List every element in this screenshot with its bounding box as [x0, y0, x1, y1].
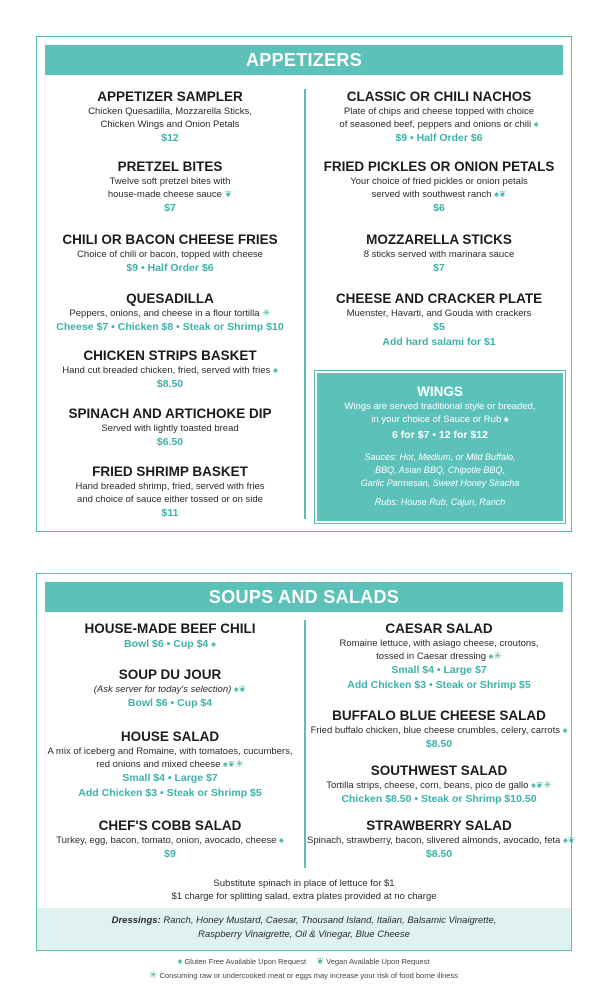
legend-gluten-free: Gluten Free Available Upon Request — [184, 957, 307, 966]
wheat-icon: ♠ — [562, 725, 568, 735]
item-price: $12 — [161, 132, 179, 144]
wings-sauces: BBQ, Asian BBQ, Chipotle BBQ, — [375, 465, 505, 475]
item-name: SOUTHWEST SALAD — [370, 763, 508, 778]
item-desc: Peppers, onions, and cheese in a flour tortilla — [69, 308, 260, 319]
menu-item-southwest-salad — [307, 762, 571, 807]
item-price: $8.50 — [425, 848, 453, 860]
item-desc: Fried buffalo chicken, blue cheese crumbles, celery, carrots — [310, 725, 560, 736]
item-name: FRIED PICKLES OR ONION PETALS — [323, 159, 555, 174]
item-desc: Muenster, Havarti, and Gouda with crackers — [346, 308, 532, 319]
item-name: APPETIZER SAMPLER — [97, 89, 243, 104]
menu-item-buffalo-blue-cheese-salad — [307, 707, 571, 752]
item-price: Small $4 • Large $7 — [122, 772, 218, 784]
asterisk-icon: ✳ — [493, 651, 502, 662]
salad-note: $1 charge for splitting salad, extra plates provided at no charge — [171, 891, 437, 902]
dressings-list: Ranch, Honey Mustard, Caesar, Thousand Island, Italian, Balsamic Vinaigrette, — [163, 915, 497, 926]
menu-item-spinach-dip — [37, 405, 303, 450]
item-name: HOUSE SALAD — [120, 729, 220, 744]
item-price: $7 — [164, 202, 176, 214]
item-desc: Your choice of fried pickles or onion petals — [350, 176, 528, 187]
item-name: WINGS — [417, 384, 463, 399]
soups-salads-banner: SOUPS AND SALADS — [45, 582, 563, 612]
item-name: CAESAR SALAD — [385, 621, 493, 636]
item-name: CHEF'S COBB SALAD — [98, 818, 242, 833]
legend-vegan: Vegan Available Upon Request — [326, 957, 430, 966]
item-desc: served with southwest ranch — [371, 189, 492, 200]
item-desc: tossed in Caesar dressing — [376, 651, 487, 662]
menu-item-cobb-salad — [37, 817, 303, 862]
item-price: $8.50 — [425, 738, 453, 750]
item-price: $6 — [433, 202, 445, 214]
menu-item-soup-du-jour — [37, 666, 303, 711]
wheat-icon: ♠ — [503, 414, 509, 424]
leaf-icon: ❦ — [316, 956, 325, 966]
menu-item-strawberry-salad — [307, 817, 576, 862]
item-name: CHEESE AND CRACKER PLATE — [335, 291, 543, 306]
item-desc: of seasoned beef, peppers and onions or chili — [339, 119, 532, 130]
asterisk-icon: ✳ — [262, 308, 271, 319]
item-desc: A mix of iceberg and Romaine, with tomatoes, cucumbers, — [47, 746, 293, 757]
consumer-warning — [0, 970, 607, 981]
item-name: CHICKEN STRIPS BASKET — [83, 348, 257, 363]
leaf-icon: ❦ — [535, 780, 544, 790]
item-desc: Hand breaded shrimp, fried, served with fries — [75, 481, 265, 492]
wings-box — [315, 371, 565, 523]
item-desc: Twelve soft pretzel bites with — [109, 176, 231, 187]
wings-sauces: Garlic Parmesan, Sweet Honey Siracha — [360, 478, 520, 488]
item-desc: Turkey, egg, bacon, tomato, onion, avocado, cheese — [56, 835, 277, 846]
menu-item-fried-pickles — [307, 158, 571, 216]
menu-item-beef-chili — [37, 620, 303, 652]
wheat-icon: ♠ — [272, 365, 278, 375]
item-name: PRETZEL BITES — [117, 159, 223, 174]
item-price: 6 for $7 • 12 for $12 — [392, 429, 488, 441]
item-desc: red onions and mixed cheese — [96, 759, 221, 770]
wheat-icon: ♠ — [233, 684, 239, 694]
menu-item-mozzarella-sticks — [307, 231, 571, 276]
item-desc: in your choice of Sauce or Rub — [371, 414, 502, 425]
soups-salads-section — [36, 573, 576, 951]
item-name: FRIED SHRIMP BASKET — [92, 464, 248, 479]
item-desc: (Ask server for today's selection) — [93, 684, 232, 695]
legend-consuming: Consuming raw or undercooked meat or eggs may increase your risk of food borne illness — [159, 971, 458, 980]
leaf-icon: ❦ — [567, 835, 576, 845]
wheat-icon: ♠ — [533, 119, 539, 129]
item-price: $11 — [161, 507, 179, 519]
item-name: HOUSE-MADE BEEF CHILI — [84, 621, 256, 636]
column-divider — [304, 620, 306, 868]
menu-item-quesadilla — [37, 290, 303, 335]
menu-item-house-salad — [37, 728, 303, 801]
item-price: Bowl $6 • Cup $4 — [127, 697, 213, 709]
item-price: $9 • Half Order $6 — [395, 132, 483, 144]
leaf-icon: ❦ — [227, 759, 236, 769]
menu-item-appetizer-sampler — [37, 88, 303, 146]
item-price: $9 • Half Order $6 — [126, 262, 214, 274]
item-desc: Tortilla strips, cheese, corn, beans, pico de gallo — [326, 780, 529, 791]
item-price: Small $4 • Large $7 — [391, 664, 487, 676]
wheat-icon: ♠ — [223, 759, 228, 769]
dressings-list: Raspberry Vinaigrette, Oil & Vinegar, Blue Cheese — [198, 929, 410, 940]
item-price: $9 — [164, 848, 176, 860]
wheat-icon: ♠ — [279, 835, 284, 845]
item-desc: 8 sticks served with marinara sauce — [363, 249, 515, 260]
item-price: $5 — [433, 321, 445, 333]
item-desc: Wings are served traditional style or breaded, — [344, 401, 536, 412]
salad-note: Substitute spinach in place of lettuce for $1 — [213, 878, 395, 889]
wheat-icon: ♠ — [211, 639, 216, 649]
appetizers-banner: APPETIZERS — [45, 45, 563, 75]
item-desc: Romaine lettuce, with asiago cheese, croutons, — [339, 638, 539, 649]
appetizers-section — [36, 36, 572, 532]
item-desc: house-made cheese sauce — [107, 189, 222, 200]
dressings-label: Dressings: — [111, 915, 161, 926]
leaf-icon: ❦ — [498, 189, 507, 199]
menu-item-pretzel-bites — [37, 158, 303, 216]
item-desc: Served with lightly toasted bread — [101, 423, 239, 434]
item-desc: Choice of chili or bacon, topped with cheese — [77, 249, 263, 260]
item-name: MOZZARELLA STICKS — [366, 232, 512, 247]
wings-sauces: Sauces: Hot, Medium, or Mild Buffalo, — [364, 452, 516, 462]
item-extra: Add hard salami for $1 — [382, 336, 496, 348]
asterisk-icon: ✳ — [543, 780, 552, 791]
dressings-bar — [37, 908, 571, 950]
item-name: CHILI OR BACON CHEESE FRIES — [62, 232, 278, 247]
item-price: Cheese $7 • Chicken $8 • Steak or Shrimp $10 — [56, 321, 284, 333]
item-name: SOUP DU JOUR — [118, 667, 222, 682]
item-desc: and choice of sauce either tossed or on side — [77, 494, 263, 505]
wings-rubs: Rubs: House Rub, Cajun, Ranch — [374, 497, 506, 507]
item-desc: Chicken Wings and Onion Petals — [100, 119, 240, 130]
wheat-icon: ♠ — [488, 651, 494, 661]
item-price: Chicken $8.50 • Steak or Shrimp $10.50 — [341, 793, 537, 805]
dietary-legend — [0, 956, 607, 967]
item-price: $8.50 — [156, 378, 184, 390]
item-price: $6.50 — [156, 436, 184, 448]
menu-item-chili-bacon-fries — [37, 231, 303, 276]
wheat-icon: ♠ — [494, 189, 499, 199]
item-price: Bowl $6 • Cup $4 — [124, 638, 209, 650]
item-name: BUFFALO BLUE CHEESE SALAD — [332, 708, 546, 723]
column-divider — [304, 89, 306, 519]
wheat-icon: ♠ — [531, 780, 536, 790]
asterisk-icon: ✳ — [235, 759, 244, 770]
item-name: STRAWBERRY SALAD — [366, 818, 512, 833]
menu-item-fried-shrimp — [37, 463, 303, 521]
menu-item-caesar-salad — [307, 620, 571, 693]
item-name: SPINACH AND ARTICHOKE DIP — [68, 406, 272, 421]
item-price-addon: Add Chicken $3 • Steak or Shrimp $5 — [347, 679, 531, 691]
menu-item-nachos — [307, 88, 571, 146]
item-name: QUESADILLA — [126, 291, 214, 306]
item-desc: Spinach, strawberry, bacon, slivered almonds, avocado, feta — [307, 835, 561, 846]
menu-item-chicken-strips — [37, 347, 303, 392]
leaf-icon: ❦ — [224, 189, 233, 199]
item-price: $7 — [433, 262, 445, 274]
wheat-icon: ♠ — [562, 835, 568, 845]
leaf-icon: ❦ — [238, 684, 247, 694]
item-desc: Hand cut breaded chicken, fried, served with fries — [62, 365, 271, 376]
asterisk-icon: ✳ — [149, 970, 158, 981]
item-price-addon: Add Chicken $3 • Steak or Shrimp $5 — [78, 787, 262, 799]
wheat-icon: ♠ — [177, 956, 183, 966]
item-desc: Chicken Quesadilla, Mozzarella Sticks, — [88, 106, 252, 117]
menu-item-cheese-cracker-plate — [307, 290, 571, 350]
item-desc: Plate of chips and cheese topped with choice — [343, 106, 535, 117]
item-name: CLASSIC OR CHILI NACHOS — [346, 89, 532, 104]
